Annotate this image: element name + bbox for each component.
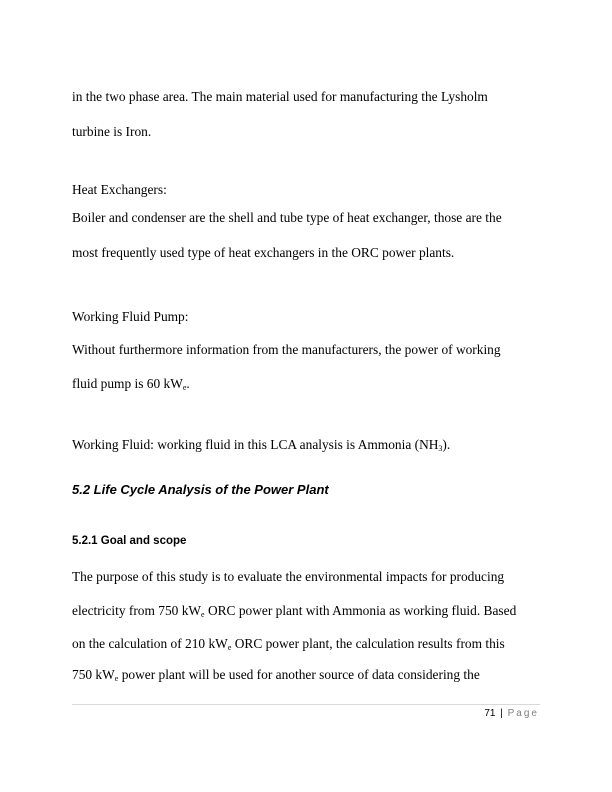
page-label: Page: [507, 708, 539, 719]
text-run: on the calculation of 210 kW: [72, 636, 228, 651]
subscript: e: [201, 610, 205, 619]
paragraph-line: The purpose of this study is to evaluate the environmental impacts for producing: [72, 569, 505, 584]
paragraph-line: [72, 376, 190, 392]
working-fluid-pump-title: Working Fluid Pump:: [72, 309, 189, 324]
paragraph-line: turbine is Iron.: [72, 124, 152, 139]
footer-divider: [72, 704, 540, 705]
paragraph-line: [72, 603, 516, 619]
text-run: ORC power plant, the calculation results from this: [231, 636, 505, 651]
paragraph-line: Without furthermore information from the manufacturers, the power of working: [72, 342, 501, 357]
text-run: 750 kW: [72, 667, 115, 682]
text-run: Working Fluid: working fluid in this LCA analysis is Ammonia (NH: [72, 437, 439, 452]
section-heading: 5.2 Life Cycle Analysis of the Power Plant: [72, 482, 329, 497]
page-number: 71: [484, 708, 496, 719]
text-run: ORC power plant with Ammonia as working fluid. Based: [204, 603, 517, 618]
working-fluid-line: [72, 437, 450, 453]
text-run: ).: [442, 437, 451, 452]
page-footer: [484, 708, 539, 719]
subsection-heading: 5.2.1 Goal and scope: [72, 535, 187, 547]
subscript: e: [114, 674, 119, 683]
subscript: e: [182, 383, 187, 392]
text-run: electricity from 750 kW: [72, 603, 202, 618]
text-run: power plant will be used for another source of data considering the: [118, 667, 480, 682]
paragraph-line: Boiler and condenser are the shell and tube type of heat exchanger, those are the: [72, 210, 502, 225]
paragraph-line: in the two phase area. The main material used for manufacturing the Lysholm: [72, 89, 488, 104]
paragraph-line: [72, 636, 505, 652]
heat-exchangers-title: Heat Exchangers:: [72, 182, 167, 197]
text-run: .: [186, 376, 190, 391]
footer-separator: |: [500, 708, 503, 719]
subscript: e: [227, 643, 232, 652]
text-run: fluid pump is 60 kW: [72, 376, 183, 391]
paragraph-line: [72, 667, 480, 683]
paragraph-line: most frequently used type of heat exchangers in the ORC power plants.: [72, 245, 455, 260]
subscript: 3: [438, 444, 443, 453]
